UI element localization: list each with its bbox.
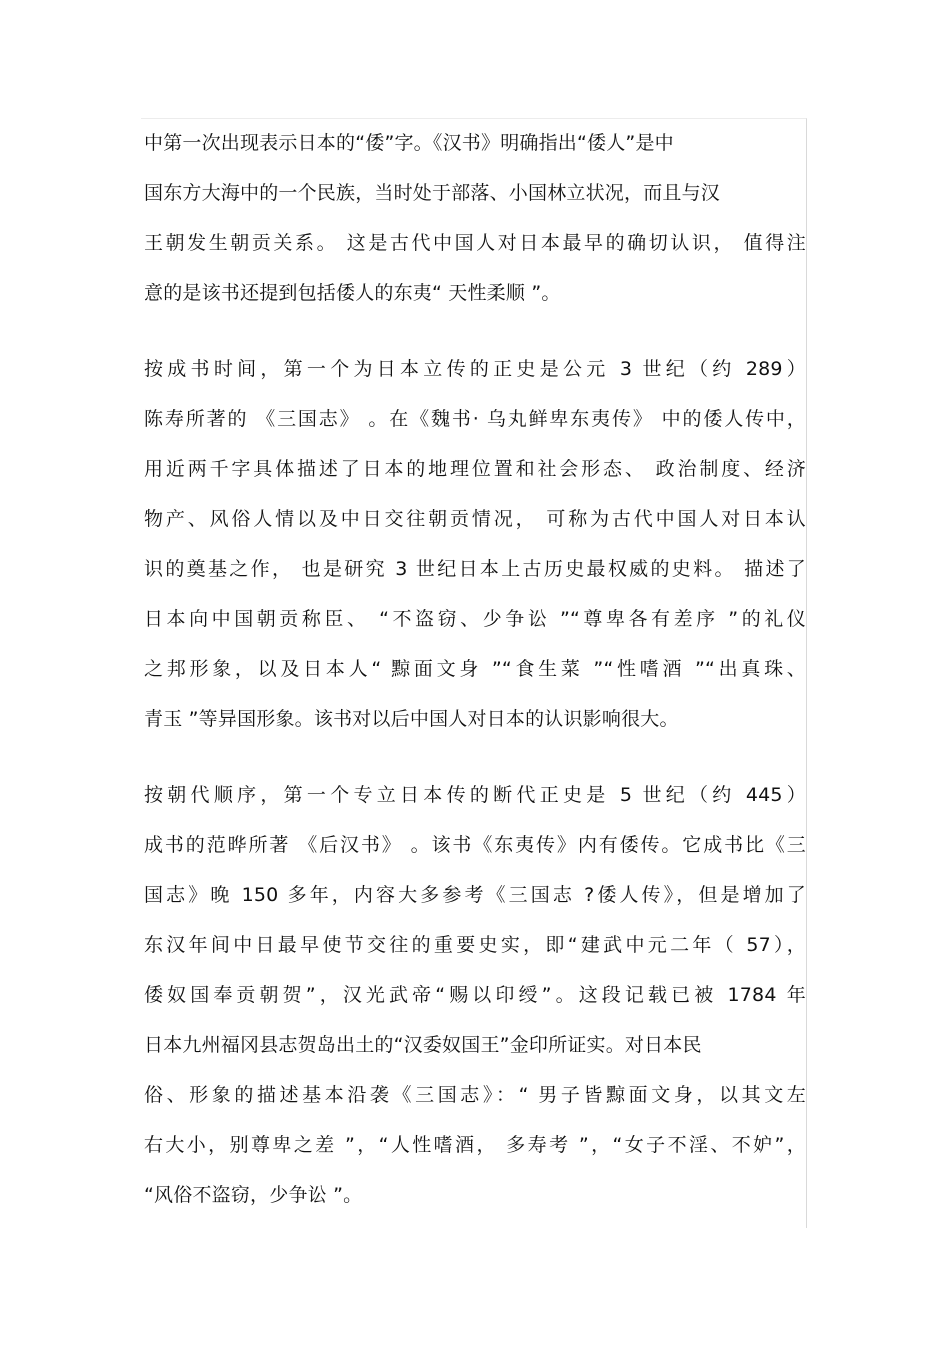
paragraph-3 — [144, 770, 806, 1220]
text-line: 俗、形象的描述基本沿袭《三国志》：“ 男子皆黥面文身，以其文左 — [144, 1084, 806, 1106]
text-line: 东汉年间中日最早使节交往的重要史实，即“建武中元二年（ 57）， — [144, 934, 806, 956]
text-line: 中第一次出现表示日本的“倭”字。《汉书》明确指出“倭人”是中 — [144, 132, 674, 154]
document-body — [144, 118, 806, 1220]
paragraph-2 — [144, 344, 806, 744]
text-line: 倭奴国奉贡朝贺”，汉光武帝“赐以印绶”。这段记载已被 1784 年 — [144, 984, 806, 1006]
text-line: 按成书时间，第一个为日本立传的正史是公元 3 世纪（约 289） — [144, 358, 806, 380]
text-line: 右大小，别尊卑之差 ”，“人性嗜酒， 多寿考 ”，“女子不淫、不妒”， — [144, 1134, 806, 1156]
paragraph-gap — [144, 318, 806, 344]
text-line: 成书的范晔所著 《后汉书》 。该书《东夷传》内有倭传。它成书比《三 — [144, 834, 806, 856]
text-line: 国东方大海中的一个民族，当时处于部落、小国林立状况，而且与汉 — [144, 182, 721, 204]
text-line: 之邦形象，以及日本人“ 黥面文身 ”“食生菜 ”“性嗜酒 ”“出真珠、 — [144, 658, 806, 680]
text-line: 意的是该书还提到包括倭人的东夷“ 天性柔顺 ”。 — [144, 282, 561, 304]
text-line: 日本向中国朝贡称臣、 “不盗窃、少争讼 ”“尊卑各有差序 ”的礼仪 — [144, 608, 806, 630]
text-line: “风俗不盗窃，少争讼 ”。 — [144, 1184, 363, 1206]
text-line: 青玉 ”等异国形象。该书对以后中国人对日本的认识影响很大。 — [144, 708, 679, 730]
text-line: 用近两千字具体描述了日本的地理位置和社会形态、 政治制度、经济 — [144, 458, 806, 480]
text-line: 陈寿所著的 《三国志》 。在《魏书· 乌丸鲜卑东夷传》 中的倭人传中， — [144, 408, 806, 430]
text-line: 日本九州福冈县志贺岛出土的“汉委奴国王”金印所证实。对日本民 — [144, 1034, 702, 1056]
text-line: 物产、风俗人情以及中日交往朝贡情况， 可称为古代中国人对日本认 — [144, 508, 806, 530]
text-line: 识的奠基之作， 也是研究 3 世纪日本上古历史最权威的史料。 描述了 — [144, 558, 806, 580]
paragraph-1 — [144, 118, 806, 318]
text-line: 王朝发生朝贡关系。 这是古代中国人对日本最早的确切认识， 值得注 — [144, 232, 806, 254]
text-line: 按朝代顺序，第一个专立日本传的断代正史是 5 世纪（约 445） — [144, 784, 806, 806]
paragraph-gap — [144, 744, 806, 770]
text-line: 国志》晚 150 多年，内容大多参考《三国志 ?倭人传》，但是增加了 — [144, 884, 806, 906]
